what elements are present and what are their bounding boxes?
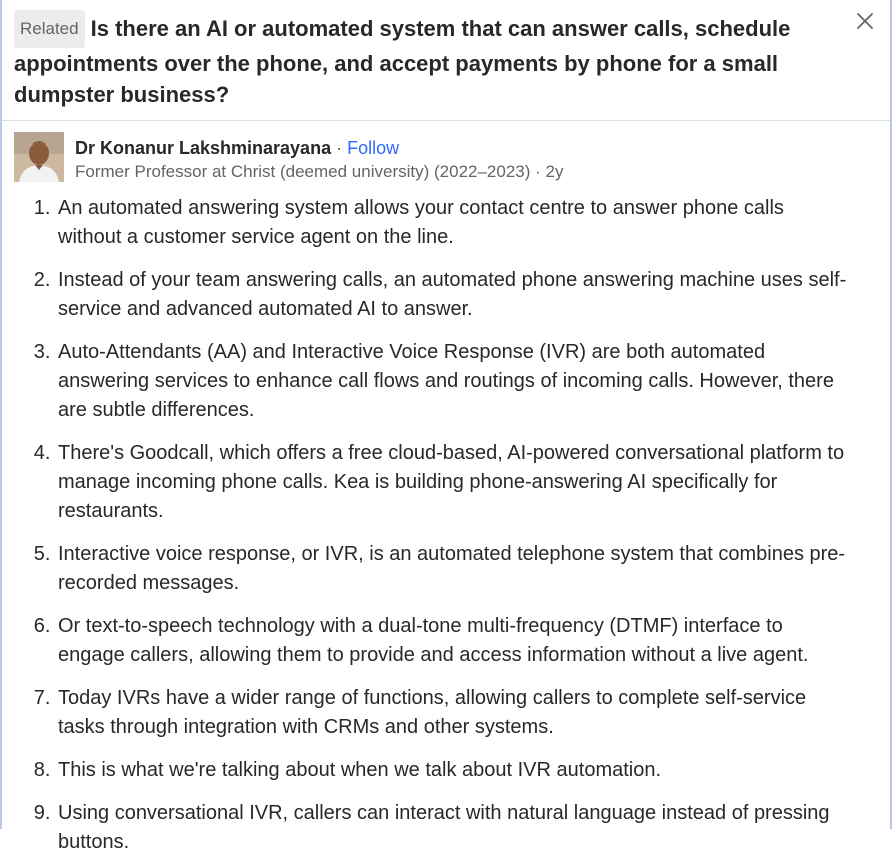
close-button[interactable]: [854, 10, 876, 32]
list-item: 9. Using conversational IVR, callers can interact with natural language instead of pressing buttons.: [56, 799, 890, 857]
related-badge: Related: [14, 10, 85, 48]
avatar-image: [14, 132, 64, 182]
author-credential-line: [75, 160, 564, 184]
list-item: 3. Auto-Attendants (AA) and Interactive Voice Response (IVR) are both automated answering services to enhance call flows and routings of incoming calls. However, there are subtle differences.: [56, 338, 890, 425]
author-meta: [75, 132, 564, 184]
answer-list: [2, 194, 890, 857]
list-item: 5. Interactive voice response, or IVR, is an automated telephone system that combines pre-recorded messages.: [56, 540, 890, 598]
separator-dot: ·: [336, 138, 343, 158]
close-icon: [854, 10, 876, 32]
author-name[interactable]: Dr Konanur Lakshminarayana: [75, 138, 332, 158]
author-credential[interactable]: Former Professor at Christ (deemed university) (2022–2023): [75, 162, 531, 181]
list-item: 2. Instead of your team answering calls, an automated phone answering machine uses self-service and advanced automated AI to answer.: [56, 266, 890, 324]
separator-dot: ·: [535, 162, 541, 181]
list-item: 6. Or text-to-speech technology with a dual-tone multi-frequency (DTMF) interface to engage callers, allowing them to provide and access information without a live agent.: [56, 612, 890, 670]
list-item: 1. An automated answering system allows your contact centre to answer phone calls without a customer service agent on the line.: [56, 194, 890, 252]
avatar[interactable]: [14, 132, 64, 182]
list-item: 8. This is what we're talking about when we talk about IVR automation.: [56, 756, 890, 785]
question-text[interactable]: Is there an AI or automated system that can answer calls, schedule appointments over the phone, and accept payments by phone for a small dumpster business?: [14, 16, 791, 107]
answer-age[interactable]: 2y: [545, 162, 564, 181]
list-item: 7. Today IVRs have a wider range of functions, allowing callers to complete self-service tasks through integration with CRMs and other systems.: [56, 684, 890, 742]
question-header: [2, 0, 890, 121]
follow-button[interactable]: Follow: [347, 138, 400, 158]
author-row: [2, 121, 890, 184]
list-item: 4. There's Goodcall, which offers a free cloud-based, AI-powered conversational platform to manage incoming phone calls. Kea is building phone-answering AI specifically for restaurants.: [56, 439, 890, 526]
author-line: [75, 136, 564, 160]
question-title[interactable]: [14, 10, 840, 110]
